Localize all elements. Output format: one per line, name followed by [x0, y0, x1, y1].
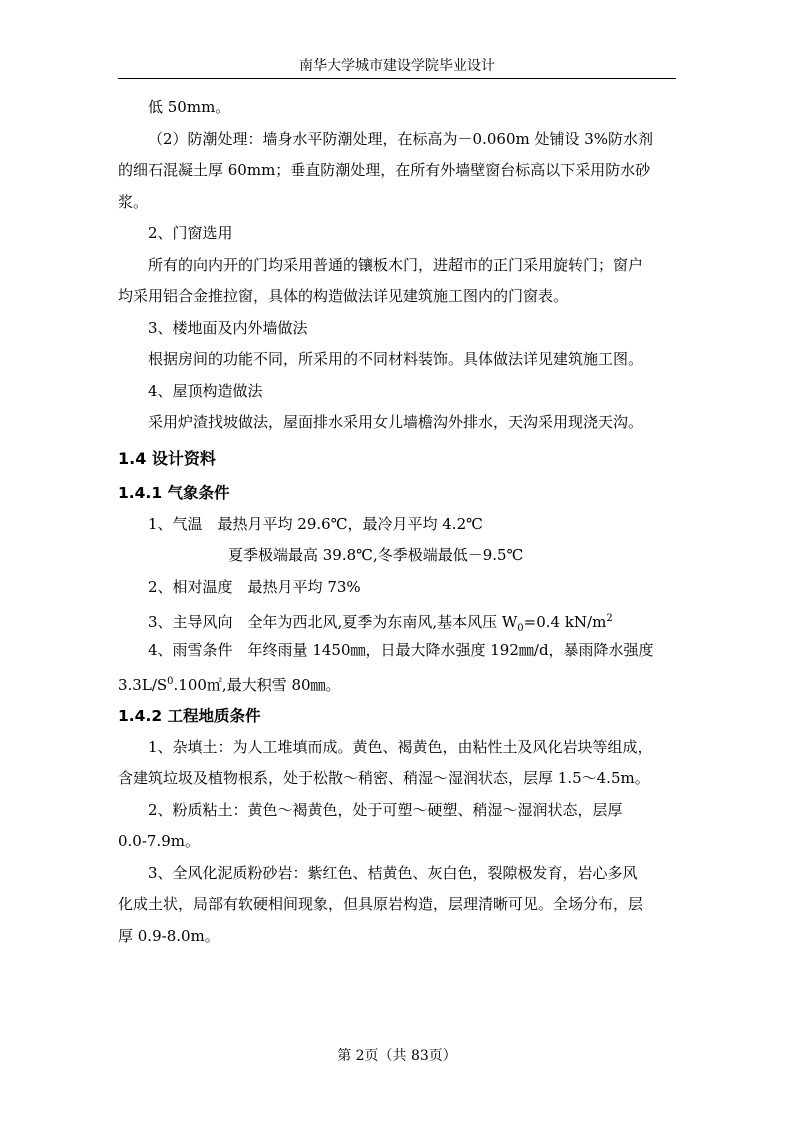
wind-subscript: 0: [517, 623, 524, 634]
geology-line: 3、全风化泥质粉砂岩：紫红色、桔黄色、灰白色，裂隙极发育，岩心多风: [148, 863, 638, 882]
weather-rain: 4、雨雪条件 年终雨量 1450㎜，日最大降水强度 192㎜/d，暴雨降水强度: [148, 640, 654, 659]
subheading-roof: 4、屋顶构造做法: [148, 381, 263, 400]
rain-superscript: 0: [167, 676, 174, 687]
geology-line: 1、杂填土：为人工堆填而成。黄色、褐黄色，由粘性土及风化岩块等组成，: [148, 737, 653, 756]
weather-temperature: 1、气温 最热月平均 29.6℃，最冷月平均 4.2℃: [148, 514, 483, 533]
weather-humidity: 2、相对温度 最热月平均 73%: [148, 577, 361, 596]
weather-extremes: 夏季极端最高 39.8℃,冬季极端最低－9.5℃: [228, 546, 524, 564]
geology-line: 厚 0.9-8.0m。: [118, 926, 220, 945]
text-line: 浆。: [118, 192, 149, 211]
weather-wind: [118, 603, 678, 635]
wind-value: =0.4 kN/m: [523, 613, 607, 631]
text-line: 所有的向内开的门均采用普通的镶板木门，进超市的正门采用旋转门；窗户: [148, 255, 644, 274]
subsection-heading-weather: 1.4.1 气象条件: [118, 483, 230, 502]
text-line: 根据房间的功能不同，所采用的不同材料装饰。具体做法详见建筑施工图。: [148, 350, 644, 368]
subsection-heading-geology: 1.4.2 工程地质条件: [118, 706, 261, 725]
geology-line: 含建筑垃圾及植物根系，处于松散～稍密、稍湿～湿润状态，层厚 1.5～4.5m。: [118, 769, 650, 787]
text-line: 的细石混凝土厚 60mm；垂直防潮处理，在所有外墙壁窗台标高以下采用防水砂: [118, 161, 651, 179]
text-line: （2）防潮处理：墙身水平防潮处理，在标高为－0.060m 处铺设 3%防水剂: [148, 129, 654, 148]
wind-text: 3、主导风向 全年为西北风,夏季为东南风,基本风压 W: [148, 613, 518, 631]
rain-text-2: .100㎡,最大积雪 80㎜。: [173, 676, 341, 694]
document-body: [118, 92, 678, 952]
wind-superscript: 2: [606, 613, 613, 624]
text-line: 低 50mm。: [148, 98, 231, 116]
text-line: 均采用铝合金推拉窗，具体的构造做法详见建筑施工图内的门窗表。: [118, 287, 569, 305]
geology-line: 化成土状，局部有软硬相间现象，但具原岩构造，层理清晰可见。全场分布，层: [118, 895, 644, 913]
section-heading: 1.4 设计资料: [118, 448, 216, 468]
subheading-floors-walls: 3、楼地面及内外墙做法: [148, 318, 308, 337]
page-footer: 第 2页（共 83页）: [337, 1048, 457, 1064]
page-header: 南华大学城市建设学院毕业设计: [118, 56, 676, 79]
geology-line: 2、粉质粘土：黄色～褐黄色，处于可塑～硬塑、稍湿～湿润状态，层厚: [148, 800, 623, 819]
geology-line: 0.0-7.9m。: [118, 832, 201, 850]
weather-rain-cont: [118, 666, 678, 698]
rain-text: 3.3L/S: [118, 676, 168, 694]
subheading-windows-doors: 2、门窗选用: [148, 224, 233, 242]
text-line: 采用炉渣找坡做法，屋面排水采用女儿墙檐沟外排水，天沟采用现浇天沟。: [148, 413, 644, 431]
